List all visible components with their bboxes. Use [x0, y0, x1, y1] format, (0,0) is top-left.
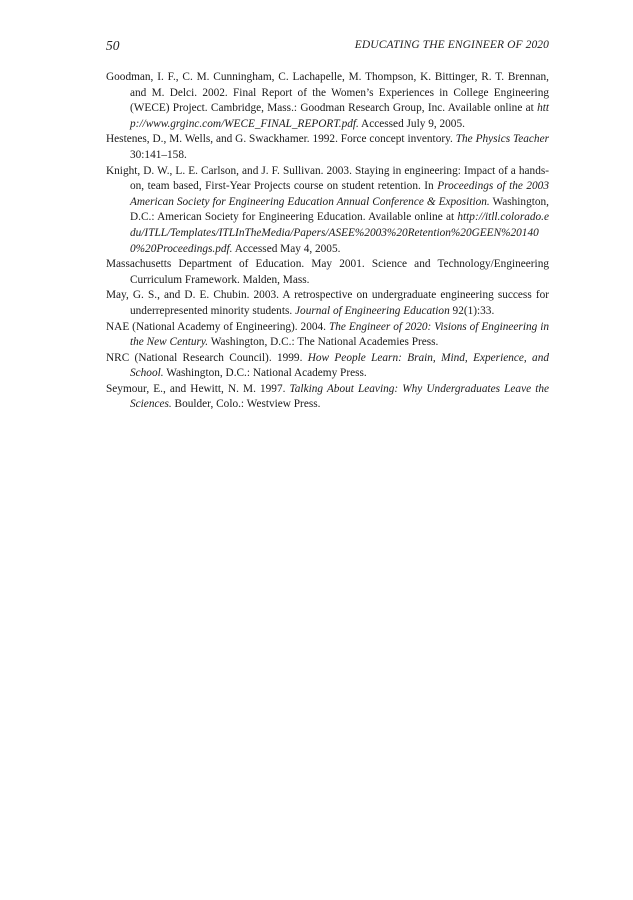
reference-text: NAE (National Academy of Engineering). 2004.: [106, 320, 329, 333]
reference-text: May, G. S., and D. E. Chubin. 2003. A retrospective on undergraduate engineering success for underrepresented minority students.: [106, 289, 549, 317]
reference-text: Hestenes, D., M. Wells, and G. Swackhamer. 1992. Force concept inventory.: [106, 133, 456, 146]
running-title: EDUCATING THE ENGINEER OF 2020: [354, 39, 549, 51]
reference-url[interactable]: http://itll.colorado.edu/ITLL/Templates/ITLInTheMedia/Papers/ASEE%2003%20Retention%20GEEN%201400%20Proceedings.pdf.: [130, 211, 549, 255]
reference-text: Accessed July 9, 2005.: [358, 117, 465, 130]
reference-text: Boulder, Colo.: Westview Press.: [171, 398, 321, 411]
reference-book-title: How People Learn: Brain, Mind, Experience, and School.: [130, 351, 549, 380]
reference-text: Washington, D.C.: National Academy Press.: [163, 367, 367, 380]
reference-journal: Journal of Engineering Education: [295, 304, 450, 317]
reference-item-nrc: [106, 351, 549, 382]
reference-book-title: Talking About Leaving: Why Undergraduates Leave the Sciences.: [130, 382, 549, 411]
reference-text: Washington, D.C.: American Society for Engineering Education. Available online at: [130, 195, 549, 224]
page-number: 50: [106, 38, 120, 53]
reference-text: Massachusetts Department of Education. May 2001. Science and Technology/Engineering Curriculum Framework. Malden, Mass.: [106, 258, 549, 286]
reference-item-may: [106, 288, 549, 319]
reference-text: 92(1):33.: [449, 304, 495, 317]
reference-item-knight: [106, 164, 549, 258]
running-header: [106, 38, 549, 56]
reference-url[interactable]: http://www.grginc.com/WECE_FINAL_REPORT.pdf.: [130, 102, 549, 130]
reference-item-seymour: [106, 382, 549, 413]
reference-item-nae: [106, 320, 549, 351]
reference-text: Seymour, E., and Hewitt, N. M. 1997.: [106, 382, 290, 395]
reference-item-massachusetts: [106, 257, 549, 288]
reference-text: Goodman, I. F., C. M. Cunningham, C. Lachapelle, M. Thompson, K. Bittinger, R. T. Brennan, and M. Delci. 2002. Final Report of the Women’s Experiences in College Engineering (WECE) Project. Cambridge, Mass.: Goodman Research Group, Inc. Available online at: [106, 71, 549, 115]
reference-journal: The Physics Teacher: [455, 133, 549, 146]
reference-proceedings: Proceedings of the 2003 American Society for Engineering Education Annual Conference & Exposition.: [130, 180, 549, 208]
reference-book-title: The Engineer of 2020: Visions of Engineering in the New Century.: [130, 320, 550, 349]
reference-text: Knight, D. W., L. E. Carlson, and J. F. Sullivan. 2003. Staying in engineering: Impact of a hands-on, team based, First-Year Projects course on student retention. In: [106, 164, 549, 193]
reference-text: NRC (National Research Council). 1999.: [106, 351, 308, 364]
reference-text: Accessed May 4, 2005.: [232, 242, 341, 255]
reference-text: 30:141–158.: [130, 148, 187, 161]
reference-item-goodman: [106, 70, 549, 132]
reference-list: [106, 70, 549, 413]
reference-text: Washington, D.C.: The National Academies Press.: [208, 336, 439, 349]
reference-item-hestenes: [106, 132, 549, 163]
